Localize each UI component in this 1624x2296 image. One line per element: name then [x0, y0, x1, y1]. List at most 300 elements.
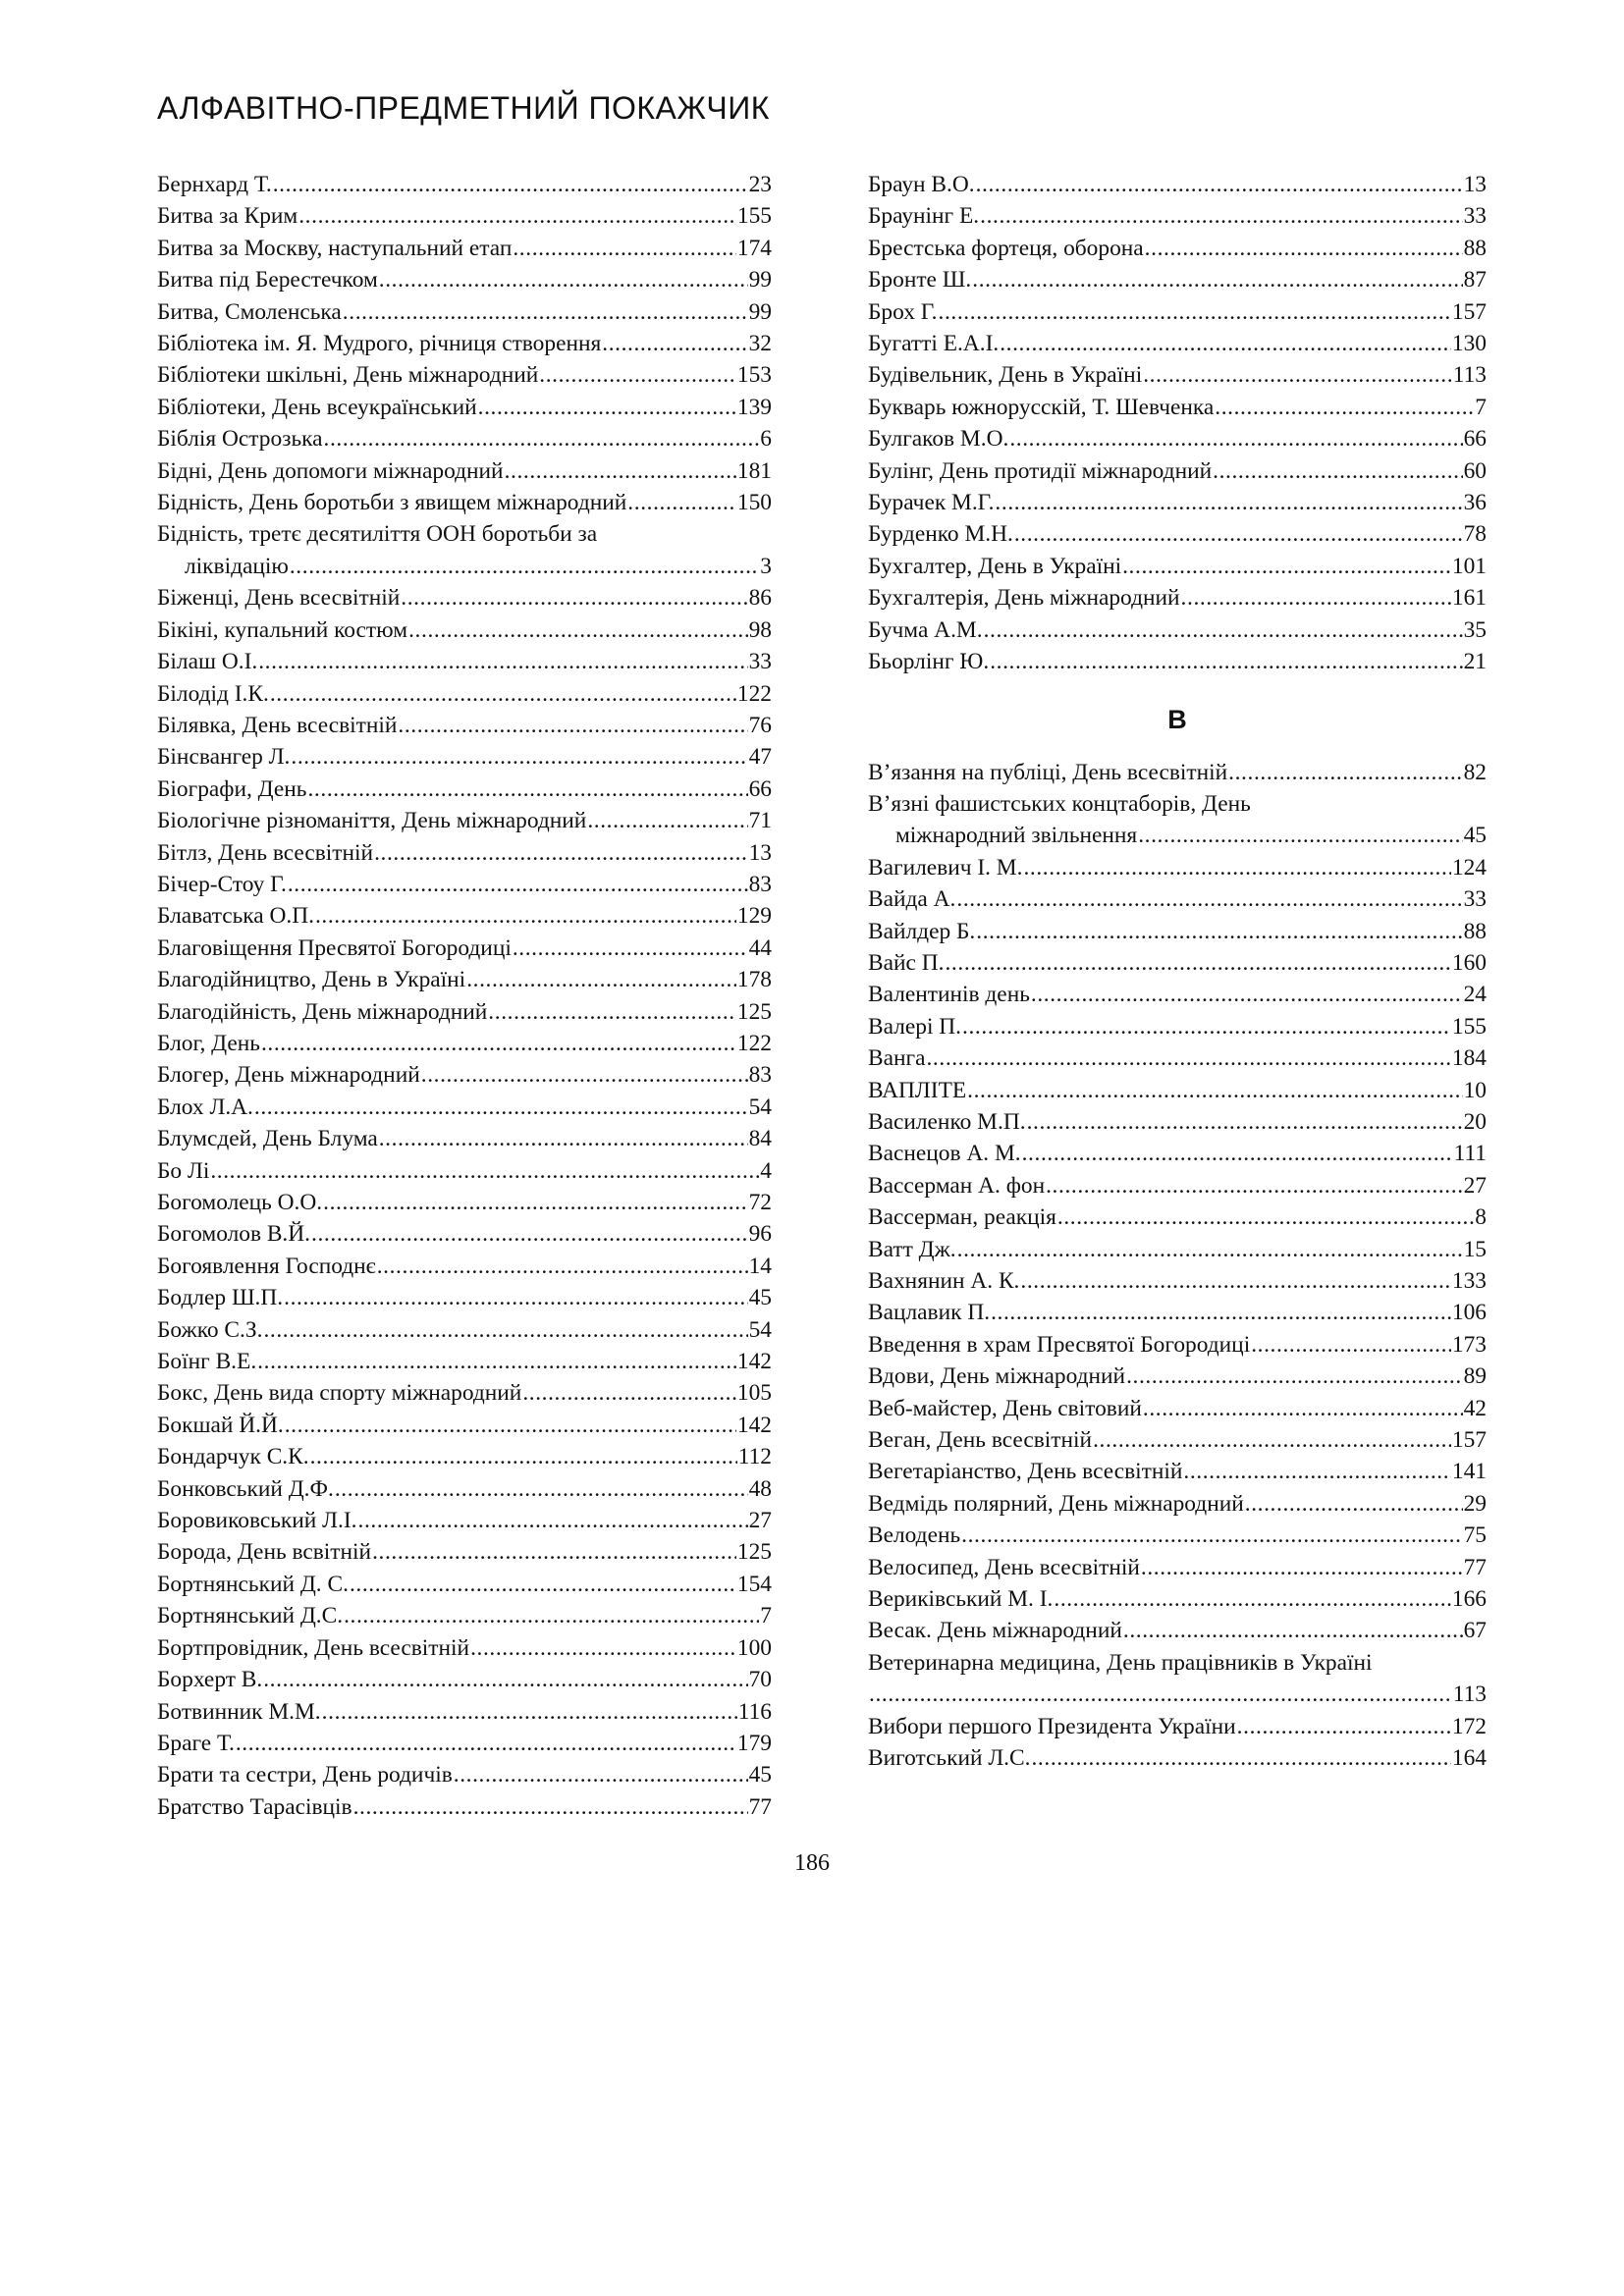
dot-leader [1093, 1424, 1451, 1456]
index-entry-name: Букварь южнорусскій, Т. Шевченка [868, 394, 1215, 420]
index-entry-page: 142 [736, 1412, 772, 1438]
index-entry-name: Бернхард Т. [157, 172, 272, 197]
dot-leader [627, 487, 736, 518]
index-entry-page: 66 [1463, 426, 1487, 453]
dot-leader [261, 1028, 736, 1059]
dot-leader [315, 900, 736, 932]
index-entry-name: Вегетаріанство, День всесвітній [868, 1459, 1183, 1485]
dot-leader [513, 233, 736, 264]
index-entry-page: 14 [748, 1253, 772, 1279]
index-entry-page: 122 [736, 1030, 772, 1056]
index-title: АЛФАВІТНО-ПРЕДМЕТНИЙ ПОКАЖЧИК [157, 90, 770, 126]
dot-leader [1143, 1393, 1463, 1424]
index-entry-page: 47 [748, 744, 772, 771]
index-entry-name: Бортнянський Д. С. [157, 1571, 349, 1597]
index-entry [157, 1664, 772, 1695]
index-entry-page: 133 [1451, 1268, 1487, 1294]
index-entry-name: Бугатті Е.А.І. [868, 331, 1000, 357]
index-entry-name: Вайда А. [868, 886, 956, 913]
index-entry-page: 13 [748, 839, 772, 866]
index-entry-name: Біологічне різноманіття, День міжнародний [157, 808, 587, 834]
index-entry [157, 964, 772, 995]
index-entry-page: 70 [748, 1667, 772, 1693]
page-number: 186 [794, 1850, 830, 1876]
index-entry-name: Блаватська О.П. [157, 903, 314, 930]
dot-leader [980, 200, 1462, 232]
dot-leader [505, 455, 736, 487]
index-entry-page: 98 [748, 616, 772, 643]
index-entry [868, 1042, 1487, 1074]
index-entry [157, 1505, 772, 1536]
dot-leader [976, 169, 1463, 200]
index-entry-page: 8 [1475, 1204, 1487, 1231]
dot-leader [401, 582, 747, 614]
index-entry-page: 130 [1451, 331, 1487, 357]
dot-leader [374, 837, 748, 869]
dot-leader [991, 1297, 1451, 1328]
dot-leader [1228, 757, 1462, 788]
index-entry-name: В’язання на публіці, День всесвітній [868, 759, 1228, 785]
index-entry-text: В’язні фашистських концтаборів, День [868, 790, 1251, 817]
index-entry [868, 1170, 1487, 1201]
index-entry-page: 71 [748, 808, 772, 834]
index-entry-page: 101 [1451, 553, 1487, 579]
index-entry [157, 774, 772, 805]
dot-leader [869, 1679, 1452, 1710]
index-entry-page: 99 [748, 267, 772, 294]
dot-leader [1027, 1106, 1463, 1138]
index-entry [157, 933, 772, 964]
dot-leader [1022, 1138, 1453, 1169]
index-entry-name: Вайлдер Б. [868, 918, 976, 944]
index-entry-page: 15 [1463, 1236, 1487, 1262]
index-entry [157, 837, 772, 869]
index-entry-name: Велодень [868, 1522, 961, 1549]
index-entry-name: Вассерман, реакція [868, 1204, 1056, 1231]
index-entry-name: Бікіні, купальний костюм [157, 616, 408, 643]
index-entry-name: Біженці, День всесвітній [157, 585, 401, 612]
index-entry-name: Будівельник, День в Україні [868, 362, 1143, 389]
index-entry [868, 947, 1487, 979]
dot-leader [353, 1791, 748, 1823]
index-entry-name: Битва за Москву, наступальний етап [157, 235, 513, 261]
index-entry-name: Бінсвангер Л. [157, 744, 291, 771]
index-entry [868, 1520, 1487, 1551]
index-entry-page: 88 [1463, 235, 1487, 261]
index-entry-name: Благовіщення Пресвятої Богородиці [157, 934, 512, 961]
index-entry [868, 264, 1487, 295]
index-entry-text: Ветеринарна медицина, День працівників в Україні [868, 1649, 1373, 1676]
index-entry-name: Бурачек М.Г. [868, 490, 995, 516]
index-entry [868, 1679, 1487, 1710]
index-entry [157, 1728, 772, 1759]
dot-leader [984, 614, 1463, 646]
index-entry-page: 84 [748, 1126, 772, 1152]
index-entry [868, 1011, 1487, 1042]
index-entry-page: 29 [1463, 1490, 1487, 1517]
index-entry-page: 174 [736, 235, 772, 261]
dot-leader [335, 1473, 748, 1505]
index-entry-page: 75 [1463, 1522, 1487, 1549]
index-entry-page: 83 [748, 1062, 772, 1089]
index-entry [868, 1711, 1487, 1742]
index-entry [157, 614, 772, 646]
index-entry [157, 1759, 772, 1790]
index-entry-name: Браунінг Е. [868, 203, 980, 230]
index-entry-page: 129 [736, 903, 772, 930]
index-entry [157, 328, 772, 359]
index-entry-page: 161 [1451, 585, 1487, 612]
dot-leader [990, 646, 1462, 677]
index-entry-name: Вагилевич І. М. [868, 854, 1023, 881]
dot-leader [945, 947, 1450, 979]
dot-leader [291, 741, 747, 773]
index-entry-name: Блох Л.А. [157, 1094, 253, 1120]
dot-leader [956, 883, 1462, 915]
dot-leader [324, 423, 760, 454]
dot-leader [967, 1075, 1462, 1106]
index-entry-page: 3 [760, 553, 772, 579]
dot-leader [939, 296, 1451, 328]
index-entry-name: Бідність, День боротьби з явищем міжнародний [157, 490, 627, 516]
index-entry-page: 32 [748, 331, 772, 357]
index-entry [157, 1028, 772, 1059]
dot-leader [343, 296, 748, 328]
index-entry-name: Борхерт В. [157, 1667, 263, 1693]
index-entry [868, 1265, 1487, 1297]
index-entry-text: міжнародний звільнення [895, 823, 1138, 849]
dot-leader [488, 996, 736, 1028]
index-entry-page: 154 [736, 1571, 772, 1597]
dot-leader [1031, 1742, 1450, 1774]
dot-leader [408, 614, 748, 646]
index-entry [157, 455, 772, 487]
index-entry-name: Бітлз, День всесвітній [157, 839, 374, 866]
index-entry-text: Бідність, третє десятиліття ООН боротьби за [157, 521, 598, 548]
dot-leader [1237, 1711, 1451, 1742]
dot-leader [587, 805, 747, 836]
index-entry-page: 7 [1475, 394, 1487, 420]
index-entry-page: 105 [736, 1380, 772, 1407]
index-entry-name: Блог, День [157, 1030, 260, 1056]
index-entry-page: 113 [1452, 1682, 1487, 1708]
index-entry [868, 1329, 1487, 1361]
index-entry [157, 1536, 772, 1568]
index-entry [868, 518, 1487, 550]
index-entry-page: 112 [737, 1444, 772, 1470]
dot-leader [358, 1505, 748, 1536]
index-entry-name: Ватт Дж. [868, 1236, 956, 1262]
dot-leader [263, 1664, 747, 1695]
index-entry-name: Велосипед, День всесвітній [868, 1554, 1140, 1580]
index-entry-name: Браун В.О. [868, 172, 975, 197]
index-entry-page: 13 [1463, 172, 1487, 197]
index-entry-page: 72 [748, 1190, 772, 1215]
index-entry [157, 169, 772, 200]
index-entry [868, 1488, 1487, 1520]
index-entry-page: 27 [748, 1508, 772, 1534]
index-entry [868, 820, 1487, 851]
dot-leader [522, 1377, 736, 1409]
index-entry [868, 1138, 1487, 1169]
index-entry-name: Вериківський М. І. [868, 1586, 1054, 1613]
dot-leader [1023, 852, 1450, 883]
index-entry [157, 1346, 772, 1377]
dot-leader [398, 710, 747, 741]
index-entry-page: 36 [1463, 490, 1487, 516]
index-entry [157, 1092, 772, 1123]
index-entry-name: Битва, Смоленська [157, 298, 342, 325]
index-entry-name: Ботвинник М.М. [157, 1698, 321, 1725]
dot-leader [290, 551, 759, 582]
index-entry-page: 87 [1463, 267, 1487, 294]
index-entry-page: 125 [736, 1539, 772, 1566]
index-entry-page: 45 [1463, 823, 1487, 849]
index-entry-name: Богомолець О.О. [157, 1190, 323, 1215]
dot-leader [1126, 1361, 1463, 1392]
index-entry [157, 805, 772, 836]
index-entry [868, 646, 1487, 677]
index-entry-page: 184 [1451, 1045, 1487, 1072]
index-entry [157, 646, 772, 677]
index-entry-name: Божко С.З. [157, 1316, 263, 1343]
index-entry-page: 44 [748, 934, 772, 961]
index-entry-name: Вахнянин А. К. [868, 1268, 1020, 1294]
index-entry-page: 172 [1451, 1713, 1487, 1739]
dot-leader [962, 1011, 1451, 1042]
index-entry-name: Валері П. [868, 1013, 962, 1040]
section-letter: В [1167, 704, 1187, 734]
index-entry-page: 77 [748, 1793, 772, 1820]
index-entry-page: 33 [1463, 203, 1487, 230]
index-entry-name: Бічер-Стоу Г. [157, 871, 287, 897]
index-entry-name: Бортпровідник, День всесвітній [157, 1634, 470, 1661]
index-entry [157, 264, 772, 295]
index-entry-name: ВАПЛІТЕ [868, 1077, 967, 1103]
index-entry-page: 164 [1451, 1745, 1487, 1772]
index-entry [157, 1123, 772, 1154]
dot-leader [1000, 328, 1451, 359]
index-entry [157, 296, 772, 328]
dot-leader [273, 169, 748, 200]
index-entry-page: 77 [1463, 1554, 1487, 1580]
index-entry [868, 487, 1487, 518]
index-entry [157, 359, 772, 391]
index-entry-name: Бухгалтер, День в Україні [868, 553, 1122, 579]
index-entry [868, 979, 1487, 1010]
dot-leader [466, 964, 736, 995]
index-entry-page: 166 [1451, 1586, 1487, 1613]
index-entry-name: Білаш О.І. [157, 649, 258, 675]
index-entry-page: 21 [1463, 649, 1487, 675]
index-entry-page: 124 [1451, 854, 1487, 881]
index-entry-page: 178 [736, 967, 772, 993]
dot-leader [254, 1092, 748, 1123]
index-entry [868, 916, 1487, 947]
index-entry-page: 157 [1451, 1427, 1487, 1454]
index-entry [868, 1075, 1487, 1106]
index-entry [868, 1456, 1487, 1487]
index-section-b [868, 169, 1487, 678]
index-entry [157, 1218, 772, 1250]
index-entry-page: 20 [1463, 1108, 1487, 1135]
index-entry [157, 1632, 772, 1664]
dot-leader [454, 1759, 748, 1790]
index-entry-name: Благодійництво, День в Україні [157, 967, 466, 993]
index-entry-page: 24 [1463, 982, 1487, 1008]
index-entry-name: Бьорлінг Ю. [868, 649, 990, 675]
dot-leader [298, 200, 736, 232]
index-entry-name: Бокшай Й.Й. [157, 1412, 284, 1438]
index-entry [157, 741, 772, 773]
index-column-left [157, 169, 772, 1823]
index-entry-page: 66 [748, 775, 772, 802]
index-entry-name: Бронте Ш. [868, 267, 972, 294]
dot-leader [288, 869, 748, 900]
index-entry-page: 33 [748, 649, 772, 675]
index-entry-name: Боїнг В.Е. [157, 1349, 257, 1375]
dot-leader [1183, 1456, 1451, 1487]
index-entry [157, 1155, 772, 1187]
index-entry [157, 710, 772, 741]
index-entry [868, 455, 1487, 487]
index-entry-page: 23 [748, 172, 772, 197]
index-entry [157, 1791, 772, 1823]
dot-leader [284, 1282, 747, 1313]
dot-leader [1181, 582, 1451, 614]
index-entry-page: 4 [760, 1157, 772, 1184]
index-entry [157, 233, 772, 264]
index-entry-name: Бібліотеки, День всеукраїнський [157, 394, 477, 420]
dot-leader [1245, 1488, 1463, 1520]
index-entry-page: 141 [1451, 1459, 1487, 1485]
index-entry [868, 392, 1487, 423]
index-entry-page: 111 [1453, 1141, 1487, 1167]
index-entry-page: 179 [736, 1730, 772, 1756]
dot-leader [1138, 820, 1462, 851]
dot-leader [307, 774, 747, 805]
index-entry [157, 1696, 772, 1728]
dot-leader [470, 1632, 736, 1664]
index-entry-name: Бібліотека ім. Я. Мудрого, річниця створення [157, 331, 602, 357]
index-entry-name: Вайс П. [868, 949, 945, 976]
index-entry-name: Бокс, День вида спорту міжнародний [157, 1380, 522, 1407]
index-entry-name: Булінг, День протидії міжнародний [868, 457, 1213, 484]
index-entry-name: Битва за Крим [157, 203, 298, 230]
dot-leader [926, 1042, 1450, 1074]
index-entry-name: Валентинів день [868, 982, 1030, 1008]
index-entry [157, 1059, 772, 1091]
index-entry-name: Благодійність, День міжнародний [157, 998, 488, 1025]
index-entry-name: Бухгалтерія, День міжнародний [868, 585, 1180, 612]
index-entry [868, 757, 1487, 788]
index-entry-name: Блогер, День міжнародний [157, 1062, 420, 1089]
index-entry-page: 155 [1451, 1013, 1487, 1040]
index-entry-page: 160 [1451, 949, 1487, 976]
index-entry-name: Білявка, День всесвітній [157, 712, 398, 738]
index-entry-page: 45 [748, 1762, 772, 1789]
dot-leader [1141, 1552, 1463, 1583]
index-entry [868, 233, 1487, 264]
index-entry-page: 86 [748, 585, 772, 612]
dot-leader [976, 916, 1462, 947]
index-entry-name: Бурденко М.Н. [868, 521, 1013, 548]
dot-leader [323, 1187, 747, 1218]
index-entry-page: 35 [1463, 616, 1487, 643]
index-entry-name: Браге Т. [157, 1730, 235, 1756]
dot-leader [377, 1251, 748, 1282]
dot-leader [285, 1410, 736, 1441]
dot-leader [257, 1346, 736, 1377]
index-entry-name: Василенко М.П. [868, 1108, 1026, 1135]
index-entry-name: Бортнянський Д.С. [157, 1603, 344, 1629]
index-entry-name: Вацлавик П. [868, 1300, 991, 1326]
dot-leader [1031, 979, 1463, 1010]
index-entry-page: 76 [748, 712, 772, 738]
index-entry-page: 100 [736, 1634, 772, 1661]
index-entry-name: Бодлер Ш.П. [157, 1285, 284, 1311]
index-entry-name: Біографи, День [157, 775, 307, 802]
dot-leader [513, 933, 748, 964]
index-entry [868, 1234, 1487, 1265]
dot-leader [1213, 455, 1462, 487]
index-entry [868, 614, 1487, 646]
index-entry [868, 1583, 1487, 1615]
index-entry [157, 392, 772, 423]
index-entry-page: 106 [1451, 1300, 1487, 1326]
index-entry-name: Бучма А.М. [868, 616, 983, 643]
index-entry-name: Богоявлення Господнє [157, 1253, 376, 1279]
index-entry-page: 48 [748, 1475, 772, 1502]
index-entry-name: Бондарчук С.К. [157, 1444, 309, 1470]
dot-leader [344, 1600, 759, 1631]
index-entry-name: Ванга [868, 1045, 926, 1072]
index-entry-page: 82 [1463, 759, 1487, 785]
index-entry-name: Бо Лі [157, 1157, 210, 1184]
index-entry [157, 1441, 772, 1472]
index-entry-page: 78 [1463, 521, 1487, 548]
index-entry-page: 60 [1463, 457, 1487, 484]
index-column-right [868, 169, 1487, 1775]
index-entry-page: 7 [760, 1603, 772, 1629]
index-entry [868, 1297, 1487, 1328]
index-entry [157, 1377, 772, 1409]
index-entry-page: 125 [736, 998, 772, 1025]
index-entry [868, 883, 1487, 915]
index-entry-page: 153 [736, 362, 772, 389]
dot-leader [258, 646, 747, 677]
index-entry-name: Братство Тарасівців [157, 1793, 352, 1820]
index-entry-page: 99 [748, 298, 772, 325]
dot-leader [1054, 1583, 1451, 1615]
index-entry [868, 1393, 1487, 1424]
index-entry [868, 1106, 1487, 1138]
index-entry-page: 54 [748, 1316, 772, 1343]
dot-leader [1123, 1615, 1463, 1646]
index-entry-page: 54 [748, 1094, 772, 1120]
dot-leader [478, 392, 736, 423]
dot-leader [1143, 359, 1452, 391]
dot-leader [1145, 233, 1463, 264]
index-entry-page: 96 [748, 1221, 772, 1248]
index-entry-page: 157 [1451, 298, 1487, 325]
index-entry-page: 181 [736, 457, 772, 484]
dot-leader [322, 1696, 737, 1728]
index-entry [157, 996, 772, 1028]
index-entry [157, 1314, 772, 1346]
dot-leader [379, 264, 748, 295]
index-entry-page: 155 [736, 203, 772, 230]
